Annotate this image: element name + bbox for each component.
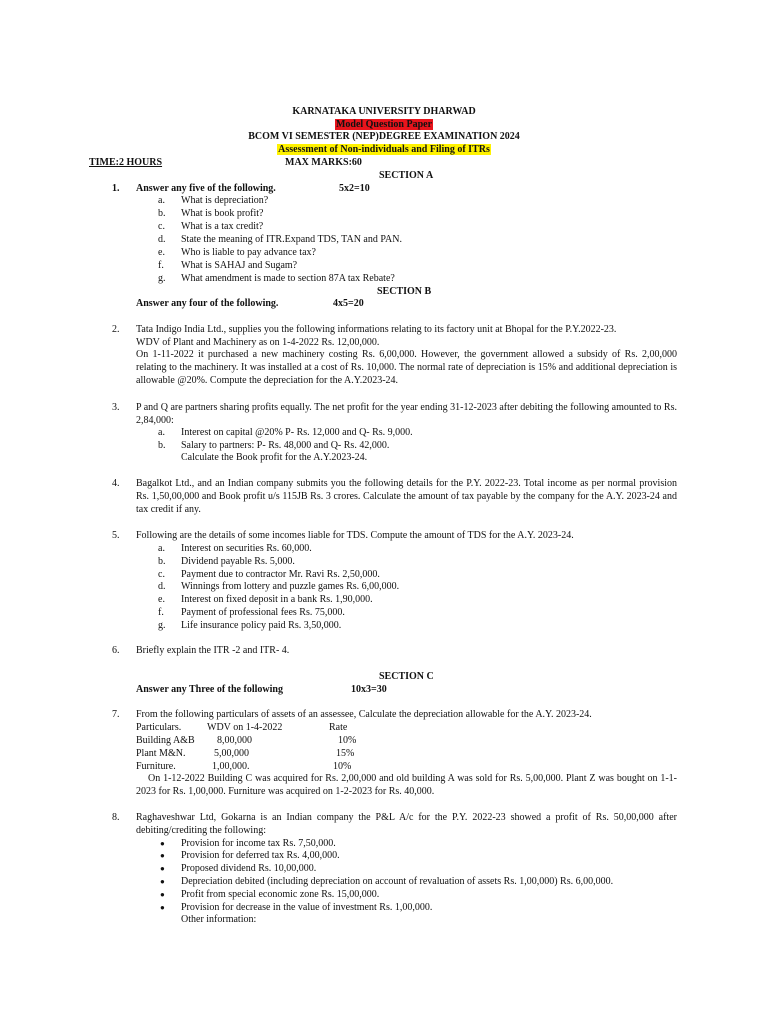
q2-line2: WDV of Plant and Machinery as on 1-4-2022 Rs. 12,00,000. [136,337,380,348]
q7-paragraph: On 1-12-2022 Building C was acquired for Rs. 2,00,000 and old building A was sold for Rs. 5,00,000. Plant Z was bought on 1-1-2023 for Rs. 1,00,000. Furniture was acquired on 1-2-2023 for Rs. 40,000. [136,773,677,797]
university-title: KARNATAKA UNIVERSITY DHARWAD [292,106,476,117]
paper-type-highlight: Model Question Paper [335,119,433,130]
q8-bullet-text: Proposed dividend Rs. 10,00,000. [181,863,317,874]
q8-bullet-text: Depreciation debited (including depreciation on account of revaluation of assets Rs. 1,00,000) Rs. 6,00,000. [181,876,614,887]
q3-closing: Calculate the Book profit for the A.Y.2023-24. [181,452,368,463]
q5-item-text: Payment due to contractor Mr. Ravi Rs. 2,50,000. [181,569,380,580]
q8-number: 8. [112,812,120,823]
q7-table-cell: Plant M&N. [136,748,186,759]
time-label: TIME:2 HOURS [89,157,163,168]
q5-item-letter: d. [158,581,166,592]
paper-type-label [0,119,768,131]
bullet-icon: ● [160,890,165,899]
q7-table-cell: Building A&B [136,735,195,746]
q5-item-text: Winnings from lottery and puzzle games Rs. 6,00,000. [181,581,400,592]
q5-item-text: Payment of professional fees Rs. 75,000. [181,607,345,618]
q5-item-text: Interest on securities Rs. 60,000. [181,543,312,554]
q7-table-cell: 8,00,000 [217,735,252,746]
q1-item-letter: e. [158,247,165,258]
q8-bullet-text: Provision for income tax Rs. 7,50,000. [181,838,336,849]
q7-table-cell: 15% [336,748,355,759]
q3-paragraph: P and Q are partners sharing profits equally. The net profit for the year ending 31-12-2023 after debiting the following amounted to Rs. 2,84,000: [136,402,677,426]
q1-instruction: Answer any five of the following. [136,183,276,194]
q5-item-letter: b. [158,556,166,567]
exam-title: BCOM VI SEMESTER (NEP)DEGREE EXAMINATION 2024 [248,131,520,142]
q7-table-cell: 10% [338,735,357,746]
q4-paragraph: Bagalkot Ltd., and an Indian company submits you the following details for the P.Y. 2022-23. Total income as per normal provision Rs. 1,50,00,000 and Book profit u/s 115JB Rs. 3 crores. Calculate the amount of tax payable by the company for the A.Y. 2023-24 and tax credit if any. [136,478,677,515]
max-marks-label: MAX MARKS:60 [285,157,362,168]
q3-number: 3. [112,402,120,413]
section-b-marks: 4x5=20 [333,298,364,309]
q7-table-header: Particulars. [136,722,182,733]
q1-item-letter: c. [158,221,165,232]
bullet-icon: ● [160,903,165,912]
q1-item-text: What is SAHAJ and Sugam? [181,260,298,271]
q3-item-text: Salary to partners: P- Rs. 48,000 and Q- Rs. 42,000. [181,440,390,451]
bullet-icon: ● [160,839,165,848]
q3-item-letter: a. [158,427,165,438]
q3-item-text: Interest on capital @20% P- Rs. 12,000 and Q- Rs. 9,000. [181,427,413,438]
q8-bullet-text: Profit from special economic zone Rs. 15,00,000. [181,889,380,900]
q7-table-cell: Furniture. [136,761,176,772]
q1-item-text: Who is liable to pay advance tax? [181,247,316,258]
section-c-title: SECTION C [379,671,434,682]
q7-number: 7. [112,709,120,720]
q5-item-letter: f. [158,607,164,618]
q5-item-text: Interest on fixed deposit in a bank Rs. 1,90,000. [181,594,373,605]
q6-line1: Briefly explain the ITR -2 and ITR- 4. [136,645,290,656]
q1-number: 1. [112,183,120,194]
q4-number: 4. [112,478,120,489]
q7-table-cell: 10% [333,761,352,772]
q2-number: 2. [112,324,120,335]
q5-item-text: Dividend payable Rs. 5,000. [181,556,295,567]
q5-item-letter: c. [158,569,165,580]
q1-item-text: State the meaning of ITR.Expand TDS, TAN and PAN. [181,234,402,245]
bullet-icon: ● [160,864,165,873]
section-b-title: SECTION B [377,286,432,297]
subject-title [0,144,768,156]
q5-item-text: Life insurance policy paid Rs. 3,50,000. [181,620,342,631]
q5-number: 5. [112,530,120,541]
section-c-marks: 10x3=30 [351,684,387,695]
section-b-instruction: Answer any four of the following. [136,298,279,309]
q2-line1: Tata Indigo India Ltd., supplies you the following informations relating to its factory unit at Bhopal for the P.Y.2022-23. [136,324,617,335]
q5-item-letter: a. [158,543,165,554]
section-a-title: SECTION A [379,170,434,181]
bullet-icon: ● [160,877,165,886]
q1-item-text: What amendment is made to section 87A tax Rebate? [181,273,395,284]
q2-paragraph: On 1-11-2022 it purchased a new machinery costing Rs. 6,00,000. However, the government allowed a subsidy of Rs. 2,00,000 relating to the machinery. It was installed at a cost of Rs. 10,000. The normal rate of depreciation is 15% and additional depreciation is allowable @20%. Compute the depreciation for the A.Y.2023-24. [136,349,677,386]
q7-line1: From the following particulars of assets of an assessee, Calculate the depreciation allowable for the A.Y. 2023-24. [136,709,592,720]
section-c-instruction: Answer any Three of the following [136,684,283,695]
q5-line1: Following are the details of some incomes liable for TDS. Compute the amount of TDS for the A.Y. 2023-24. [136,530,574,541]
q7-table-cell: 1,00,000. [212,761,250,772]
q8-closing: Other information: [181,914,257,925]
q3-item-letter: b. [158,440,166,451]
q1-item-text: What is a tax credit? [181,221,264,232]
q1-item-text: What is book profit? [181,208,264,219]
q1-item-letter: b. [158,208,166,219]
q1-item-letter: d. [158,234,166,245]
q7-table-header: Rate [329,722,348,733]
subject-highlight: Assessment of Non-individuals and Filing of ITRs [278,144,490,155]
q8-paragraph: Raghaveshwar Ltd, Gokarna is an Indian company the P&L A/c for the P.Y. 2022-23 showed a profit of Rs. 50,00,000 after debiting/crediting the following: [136,812,677,836]
q1-marks: 5x2=10 [339,183,370,194]
q8-bullet-text: Provision for deferred tax Rs. 4,00,000. [181,850,340,861]
q8-bullet-text: Provision for decrease in the value of investment Rs. 1,00,000. [181,902,433,913]
q1-item-letter: f. [158,260,164,271]
q7-table-header: WDV on 1-4-2022 [207,722,283,733]
bullet-icon: ● [160,851,165,860]
q6-number: 6. [112,645,120,656]
q1-item-text: What is depreciation? [181,195,269,206]
q1-item-letter: a. [158,195,165,206]
q7-table-cell: 5,00,000 [214,748,249,759]
q1-item-letter: g. [158,273,166,284]
q5-item-letter: g. [158,620,166,631]
q5-item-letter: e. [158,594,165,605]
